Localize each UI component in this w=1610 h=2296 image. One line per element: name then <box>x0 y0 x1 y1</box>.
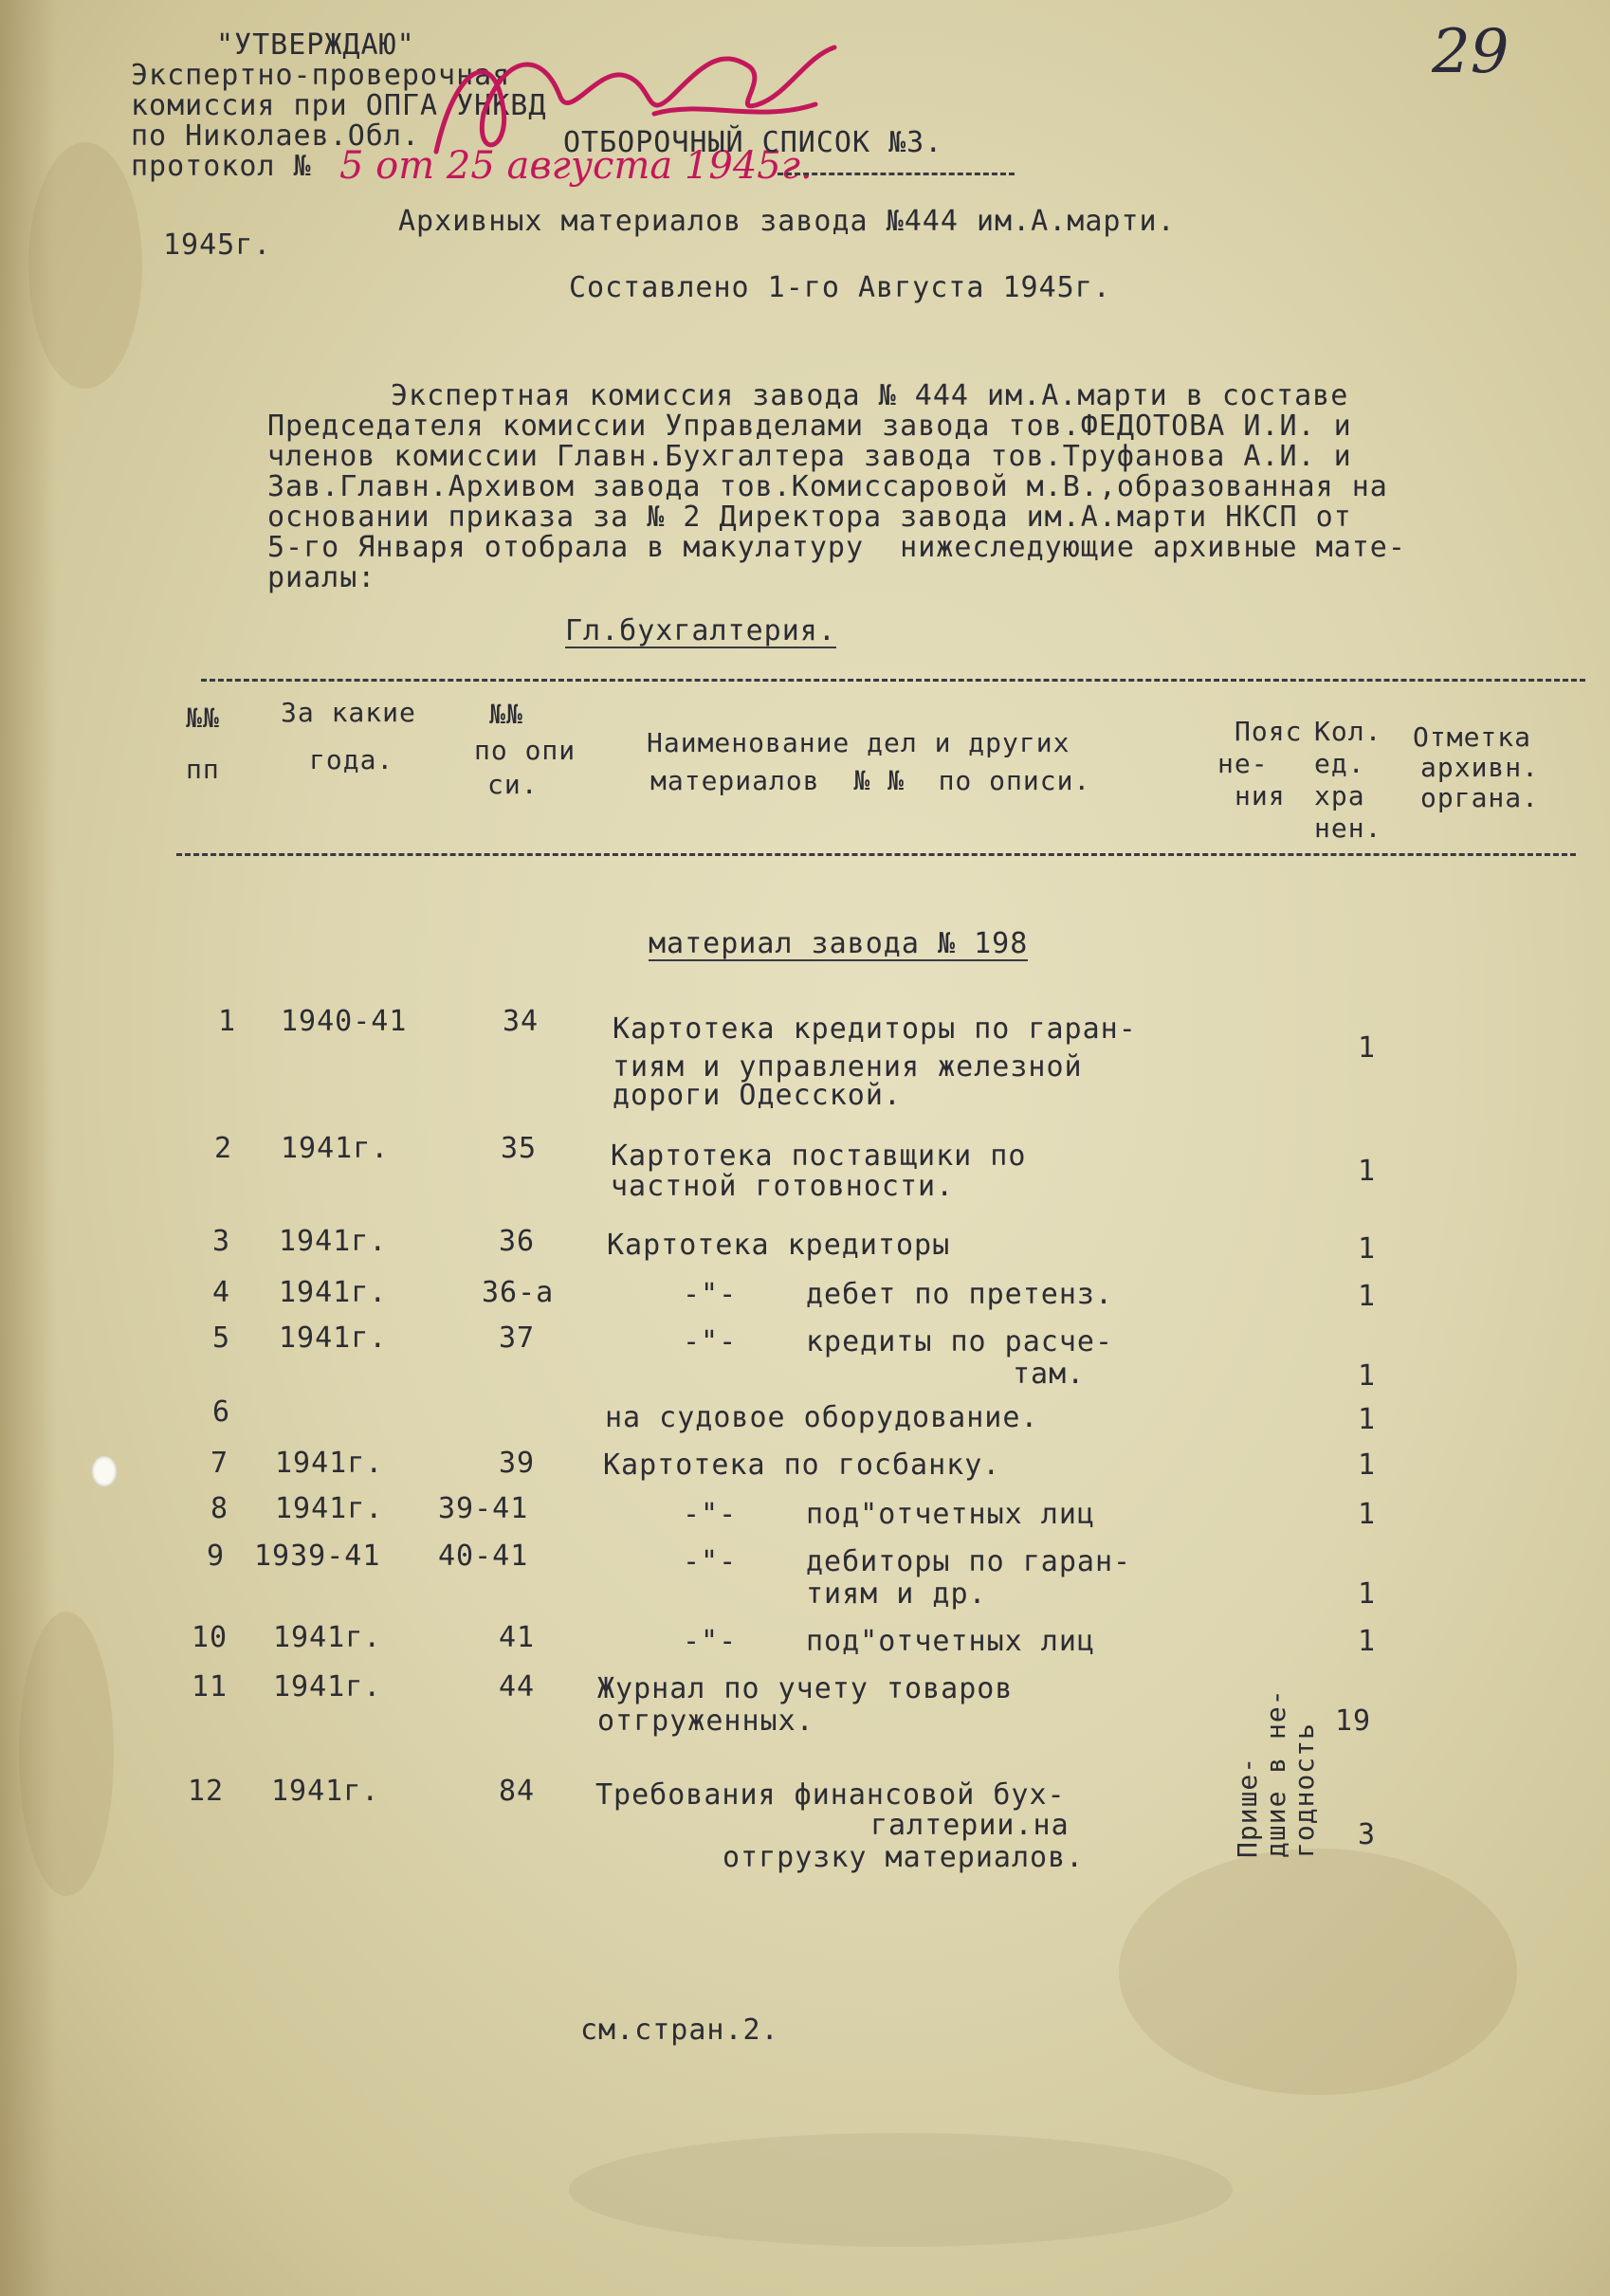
row-years: 1941г. <box>275 1492 384 1525</box>
header-inventory: по опи <box>474 735 576 766</box>
paper-stain <box>1119 1849 1517 2095</box>
row-number: 1 <box>218 1005 237 1038</box>
row-number: 5 <box>212 1321 231 1355</box>
row-years: 1941г. <box>279 1225 388 1258</box>
row-name: дебет по претенз. <box>806 1278 1114 1311</box>
row-count: 19 <box>1335 1704 1372 1738</box>
row-number: 8 <box>210 1492 229 1525</box>
row-years: 1941г. <box>275 1447 384 1480</box>
approval-line-1: Экспертно-проверочная <box>131 59 511 92</box>
row-count: 1 <box>1358 1232 1377 1266</box>
row-name: дороги Одесской. <box>613 1079 902 1112</box>
ditto-mark: -"- <box>683 1325 738 1358</box>
row-count: 1 <box>1358 1359 1377 1393</box>
header-archive-mark: Отметка <box>1413 721 1532 753</box>
row-name: под"отчетных лиц <box>806 1625 1095 1658</box>
intro-line: основании приказа за № 2 Директора завода им.А.марти НКСП от <box>267 501 1352 534</box>
page-number: 29 <box>1432 17 1509 87</box>
approval-year: 1945г. <box>163 228 272 262</box>
paper-stain <box>28 142 142 389</box>
row-inventory: 35 <box>501 1132 538 1165</box>
row-name: Журнал по учету товаров <box>597 1672 1014 1705</box>
row-count: 1 <box>1358 1577 1377 1611</box>
row-name: под"отчетных лиц <box>806 1498 1095 1531</box>
row-inventory: 84 <box>499 1775 536 1808</box>
ditto-mark: -"- <box>683 1278 738 1311</box>
header-count: хра <box>1314 780 1365 811</box>
approval-line-3: по Николаев.Обл. <box>131 119 420 153</box>
row-count: 1 <box>1358 1498 1377 1531</box>
row-name: Картотека по госбанку. <box>603 1449 1001 1482</box>
row-inventory: 34 <box>503 1005 540 1038</box>
row-name: отгруженных. <box>597 1704 814 1738</box>
header-num: №№ <box>186 702 220 734</box>
row-years: 1941г. <box>281 1132 390 1165</box>
header-count: нен. <box>1314 812 1382 844</box>
table-rule-bottom <box>176 853 1576 856</box>
row-number: 12 <box>188 1775 225 1808</box>
row-name: на судовое оборудование. <box>605 1401 1039 1434</box>
row-inventory: 39-41 <box>438 1492 529 1525</box>
document-subtitle: Архивных материалов завода №444 им.А.марти. <box>398 205 1176 238</box>
paper-fold-shadow <box>569 2133 1233 2247</box>
table-rule-top <box>201 679 1585 682</box>
row-name: галтерии.на <box>870 1809 1070 1842</box>
row-years: 1940-41 <box>281 1005 408 1038</box>
row-years: 1941г. <box>271 1775 380 1808</box>
header-inventory: №№ <box>489 699 523 730</box>
row-name: частной готовности. <box>611 1170 955 1203</box>
row-number: 10 <box>192 1621 229 1654</box>
row-count: 1 <box>1358 1403 1377 1436</box>
intro-line: риалы: <box>267 561 376 594</box>
compiled-date: Составлено 1-го Августа 1945г. <box>569 271 1111 304</box>
row-name: кредиты по расче- <box>806 1325 1114 1358</box>
row-name: тиям и др. <box>806 1577 987 1611</box>
row-inventory: 39 <box>499 1447 536 1480</box>
ditto-mark: -"- <box>683 1545 738 1578</box>
intro-line: Экспертная комиссия завода № 444 им.А.марти в составе <box>391 379 1349 412</box>
vertical-note: Прише- дшие в не- годность <box>1232 1688 1320 1858</box>
header-count: Кол. <box>1314 716 1382 747</box>
protocol-handwritten: 5 от 25 августа 1945г. <box>339 144 813 188</box>
approval-line-2: комиссия при ОПГА УНКВД <box>131 89 547 122</box>
row-name: Картотека кредиторы по гаран- <box>613 1012 1137 1046</box>
row-inventory: 37 <box>499 1321 536 1355</box>
row-number: 6 <box>212 1395 231 1429</box>
paper-stain <box>19 1612 114 1896</box>
row-count: 3 <box>1358 1818 1377 1851</box>
continued-note: см.стран.2. <box>580 2014 779 2047</box>
row-count: 1 <box>1358 1280 1377 1313</box>
punch-hole <box>91 1455 118 1487</box>
row-name: там. <box>1013 1358 1086 1391</box>
intro-line: 5-го Января отобрала в макулатуру нижеследующие архивные мате- <box>267 531 1406 564</box>
row-name: тиям и управления железной <box>613 1050 1083 1084</box>
row-count: 1 <box>1358 1625 1377 1658</box>
row-inventory: 36-а <box>482 1276 555 1309</box>
title-underline <box>778 173 1015 175</box>
header-years: За какие <box>281 697 416 728</box>
document-title: ОТБОРОЧНЫЙ СПИСОК №3. <box>563 126 943 159</box>
row-name: Картотека кредиторы <box>607 1229 951 1262</box>
row-years: 1941г. <box>273 1670 382 1704</box>
ditto-mark: -"- <box>683 1625 738 1658</box>
header-inventory: си. <box>487 769 539 800</box>
row-count: 1 <box>1358 1449 1377 1482</box>
row-years: 1941г. <box>279 1321 388 1355</box>
row-number: 9 <box>207 1540 226 1573</box>
row-number: 7 <box>210 1447 229 1480</box>
intro-line: Зав.Главн.Архивом завода тов.Комиссаровой м.В.,образованная на <box>267 470 1388 503</box>
row-number: 2 <box>214 1132 233 1165</box>
row-name: Требования финансовой бух- <box>595 1778 1066 1812</box>
row-count: 1 <box>1358 1155 1377 1188</box>
header-name: материалов № № по описи. <box>650 765 1091 796</box>
header-count: ед. <box>1314 748 1365 779</box>
row-inventory: 40-41 <box>438 1540 529 1573</box>
approval-line-4: протокол № <box>131 150 312 183</box>
header-archive-mark: архивн. <box>1420 752 1540 783</box>
header-explanation: Пояс <box>1235 716 1303 747</box>
header-explanation: не- <box>1217 748 1269 779</box>
header-name: Наименование дел и других <box>647 727 1070 758</box>
header-archive-mark: органа. <box>1420 782 1540 813</box>
department-heading: Гл.бухгалтерия. <box>565 614 836 647</box>
row-inventory: 36 <box>499 1225 536 1258</box>
row-number: 4 <box>212 1276 231 1309</box>
intro-line: Председателя комиссии Управделами завода тов.ФЕДОТОВА И.И. и <box>267 410 1352 443</box>
signature-scribble <box>417 9 891 190</box>
row-number: 3 <box>212 1225 231 1258</box>
row-years: 1941г. <box>279 1276 388 1309</box>
row-name: отгрузку материалов. <box>723 1841 1085 1874</box>
row-inventory: 41 <box>499 1621 536 1654</box>
approval-title: "УТВЕРЖДАЮ" <box>216 28 415 62</box>
ditto-mark: -"- <box>683 1498 738 1531</box>
intro-line: членов комиссии Главн.Бухгалтера завода тов.Труфанова А.И. и <box>267 440 1352 473</box>
header-num: пп <box>186 754 220 785</box>
row-number: 11 <box>192 1670 229 1704</box>
row-inventory: 44 <box>499 1670 536 1704</box>
row-name: дебиторы по гаран- <box>806 1545 1132 1578</box>
row-name: Картотека поставщики по <box>611 1139 1027 1173</box>
row-count: 1 <box>1358 1031 1377 1065</box>
header-explanation: ния <box>1235 780 1286 811</box>
header-years: года. <box>309 744 394 775</box>
row-years: 1939-41 <box>254 1540 381 1573</box>
section-title: материал завода № 198 <box>649 927 1029 960</box>
row-years: 1941г. <box>273 1621 382 1654</box>
